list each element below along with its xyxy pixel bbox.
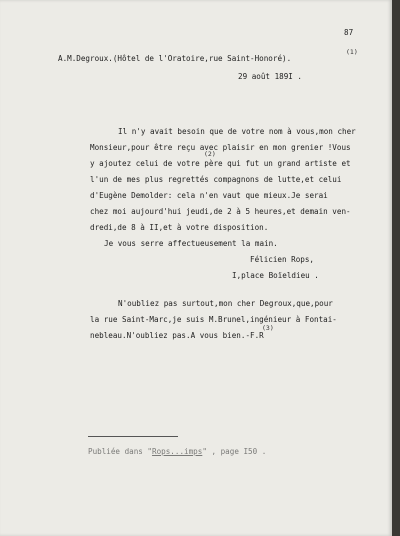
postscript-line: nebleau.N'oubliez pas.A vous bien.-F.R xyxy=(90,331,264,340)
letter-line: d'Eugène Demolder: cela n'en vaut que mieux.Je serai xyxy=(90,191,328,200)
footnote-suffix: " , page I50 . xyxy=(202,447,267,456)
signature-address: I,place Boïeldieu . xyxy=(232,271,319,280)
postscript-line: la rue Saint-Marc,je suis M.Brunel,ingénieur à Fontai- xyxy=(90,315,337,324)
addressee-line: A.M.Degroux.(Hôtel de l'Oratoire,rue Saint-Honoré). xyxy=(58,54,292,63)
letter-date: 29 août 189I . xyxy=(238,72,303,81)
letter-line: Monsieur,pour être reçu avec plaisir en mon grenier !Vous xyxy=(90,143,351,152)
postscript-line: N'oubliez pas surtout,mon cher Degroux,que,pour xyxy=(118,299,333,308)
footnote-mark-3: (3) xyxy=(262,324,274,332)
letter-line: l'un de mes plus regrettés compagnons de lutte,et celui xyxy=(90,175,342,184)
page-number: 87 xyxy=(344,28,354,37)
signature-name: Félicien Rops, xyxy=(250,255,315,264)
page-edge xyxy=(392,0,400,536)
footnote-title: Rops...imps xyxy=(152,447,203,456)
footnote-mark-2: (2) xyxy=(204,150,216,158)
footnote-prefix: Publiée dans " xyxy=(88,447,153,456)
footnote-rule xyxy=(88,436,178,437)
letter-line: dredi,de 8 à II,et à votre disposition. xyxy=(90,223,269,232)
footnote-mark-1: (1) xyxy=(346,48,358,56)
footnote xyxy=(88,447,266,457)
letter-line: Je vous serre affectueusement la main. xyxy=(104,239,278,248)
letter-line: Il n'y avait besoin que de votre nom à vous,mon cher xyxy=(118,127,356,136)
letter-line: y ajoutez celui de votre père qui fut un grand artiste et xyxy=(90,159,351,168)
letter-line: chez moi aujourd'hui jeudi,de 2 à 5 heures,et demain ven- xyxy=(90,207,351,216)
